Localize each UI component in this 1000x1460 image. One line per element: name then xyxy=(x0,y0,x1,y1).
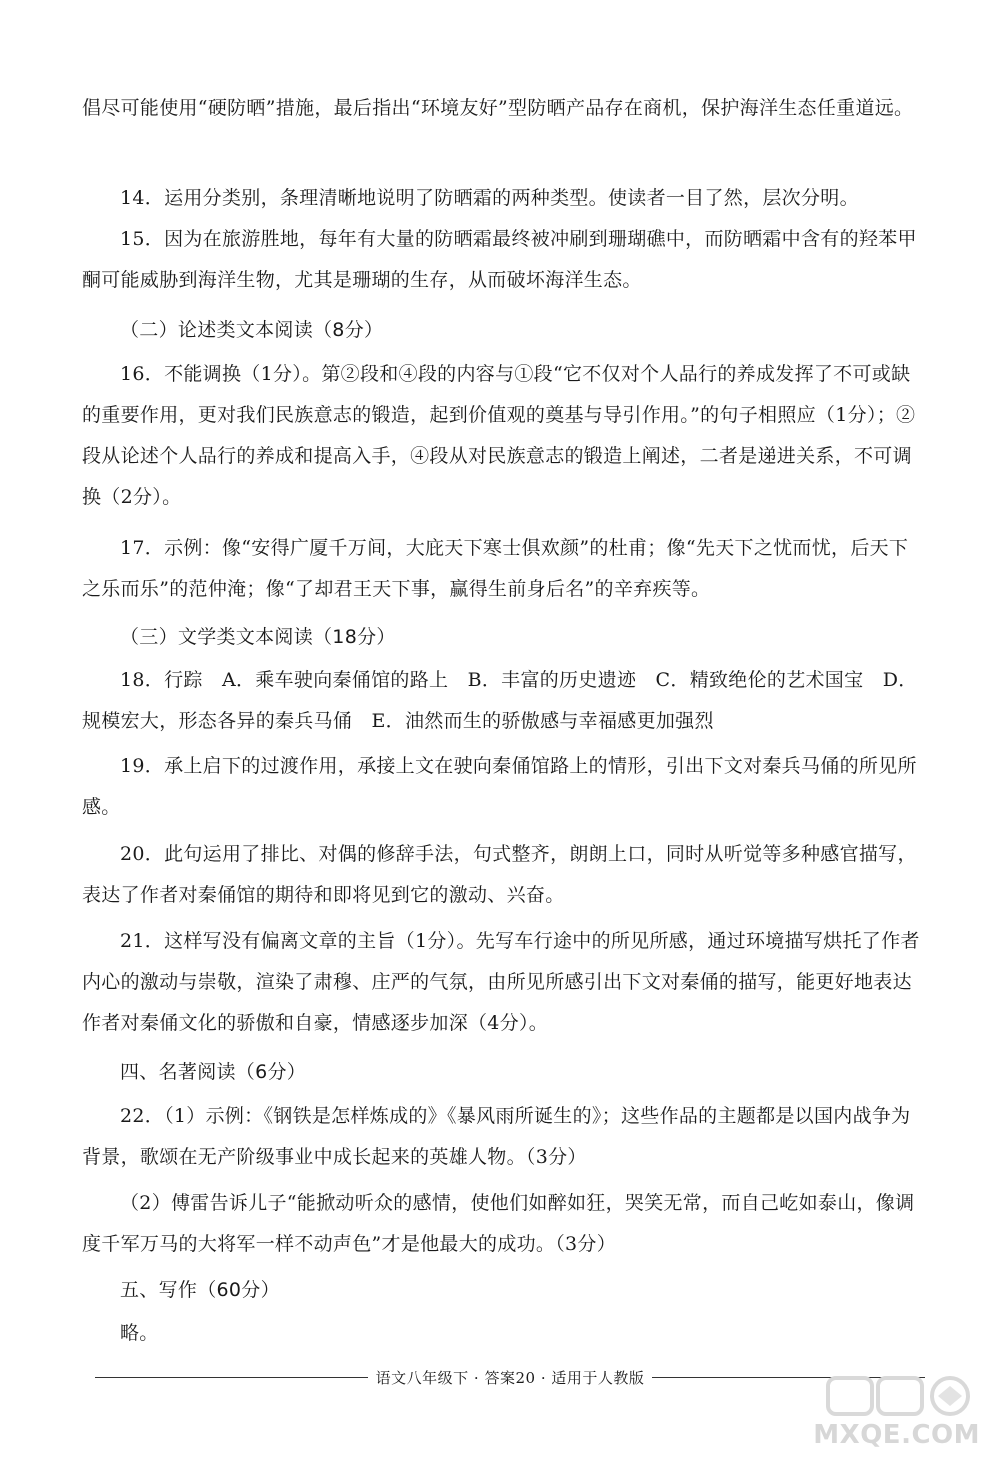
answer-22-part-2: （2）傅雷告诉儿子“能掀动听众的感情，使他们如醉如狂，哭笑无常，而自己屹如泰山，像调度千军万马的大将军一样不动声色”才是他最大的成功。（3分） xyxy=(82,1192,915,1255)
footer-rule-right xyxy=(652,1377,925,1378)
section-heading-classics: 四、名著阅读（6分） xyxy=(120,1061,307,1083)
answer-15: 15．因为在旅游胜地，每年有大量的防晒霜最终被冲刷到珊瑚礁中，而防晒霜中含有的羟苯甲酮可能威胁到海洋生物，尤其是珊瑚的生存，从而破坏海洋生态。 xyxy=(82,228,917,291)
answer-14: 14．运用分类别，条理清晰地说明了防晒霜的两种类型。使读者一目了然，层次分明。 xyxy=(120,187,859,209)
footer-text: 语文八年级下 · 答案20 · 适用于人教版 xyxy=(375,1368,645,1387)
answer-20: 20．此句运用了排比、对偶的修辞手法，句式整齐，朗朗上口，同时从听觉等多种感官描写，表达了作者对秦俑馆的期待和即将见到它的激动、兴奋。 xyxy=(82,843,917,906)
page-footer xyxy=(95,1362,925,1392)
answer-16: 16．不能调换（1分）。第②段和④段的内容与①段“它不仅对个人品行的养成发挥了不可或缺的重要作用，更对我们民族意志的锻造，起到价值观的奠基与导引作用。”的句子相照应（1分）；②段从论述个人品行的养成和提高入手，④段从对民族意志的锻造上阐述，二者是递进关系，不可调换（2分）。 xyxy=(82,363,916,508)
answer-21: 21．这样写没有偏离文章的主旨（1分）。先写车行途中的所见所感，通过环境描写烘托了作者内心的激动与崇敬，渲染了肃穆、庄严的气氛，由所见所感引出下文对秦俑的描写，能更好地表达作者对秦俑文化的骄傲和自豪，情感逐步加深（4分）。 xyxy=(82,930,920,1034)
answer-writing: 略。 xyxy=(120,1322,159,1344)
section-heading-literary: （三）文学类文本阅读（18分） xyxy=(120,626,396,648)
watermark-url: MXQE.COM xyxy=(813,1420,980,1450)
answer-18: 18．行踪 A．乘车驶向秦俑馆的路上 B．丰富的历史遗迹 C．精致绝伦的艺术国宝 D．规模宏大，形态各异的秦兵马俑 E．油然而生的骄傲感与幸福感更加强烈 xyxy=(82,669,918,732)
footer-rule-left xyxy=(95,1377,368,1378)
answer-17: 17．示例：像“安得广厦千万间，大庇天下寒士俱欢颜”的杜甫；像“先天下之忧而忧，后天下之乐而乐”的范仲淹；像“了却君王天下事，赢得生前身后名”的辛弃疾等。 xyxy=(82,537,909,600)
paragraph-13-continued: 倡尽可能使用“硬防晒”措施，最后指出“环境友好”型防晒产品存在商机，保护海洋生态任重道远。 xyxy=(82,97,914,119)
section-heading-writing: 五、写作（60分） xyxy=(120,1279,280,1301)
answer-22-part-1: 22．（1）示例：《钢铁是怎样炼成的》《暴风雨所诞生的》；这些作品的主题都是以国内战争为背景，歌颂在无产阶级事业中成长起来的英雄人物。（3分） xyxy=(82,1105,911,1168)
answer-19: 19．承上启下的过渡作用，承接上文在驶向秦俑馆路上的情形，引出下文对秦兵马俑的所见所感。 xyxy=(82,755,917,818)
section-heading-argumentative: （二）论述类文本阅读（8分） xyxy=(120,319,384,341)
